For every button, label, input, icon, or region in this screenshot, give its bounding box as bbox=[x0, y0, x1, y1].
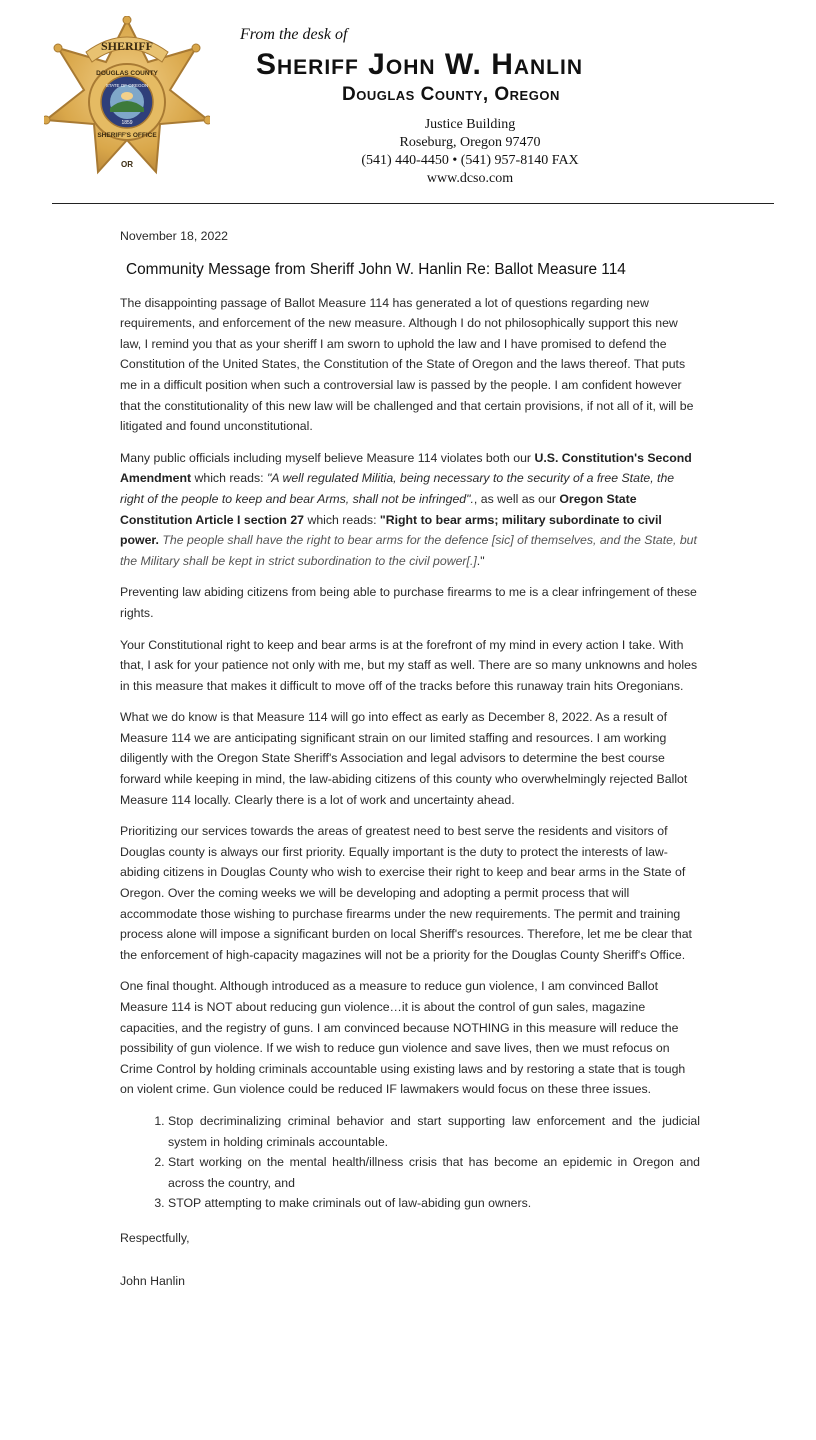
p2-text-a: Many public officials including myself believe Measure 114 violates both our bbox=[120, 450, 535, 465]
header-divider bbox=[52, 203, 774, 204]
signer-name: John Hanlin bbox=[120, 1273, 185, 1288]
website-link[interactable]: www.dcso.com bbox=[426, 171, 514, 186]
sheriff-name-heading: Sheriff John W. Hanlin bbox=[256, 48, 584, 81]
paragraph-2 bbox=[120, 448, 700, 572]
p2-oregon-quote: The people shall have the right to bear arms for the defence [sic] of themselves, and the State, but the Military shall be kept in strict subordination to the civil power[.] bbox=[120, 533, 697, 568]
letterhead bbox=[0, 0, 816, 200]
address-building: Justice Building bbox=[424, 117, 516, 132]
p2-oregon-constitution: Oregon State Constitution Article I section 27 bbox=[120, 491, 637, 527]
paragraph-7: One final thought. Although introduced as a measure to reduce gun violence, I am convinced Ballot Measure 114 is NOT about reducing gun violence…it is about the control of gun sales, magazine capacities, and the registry of guns. I am convinced because NOTHING in this measure will reduce the possibility of gun violence. If we wish to reduce gun violence and save lives, then we must refocus on Crime Control by holding criminals accountable using existing laws and by restoring a state that is tough on violent crime. Gun violence could be reduced IF lawmakers would focus on these three issues. bbox=[120, 979, 686, 1097]
issues-list bbox=[120, 1111, 700, 1214]
p2-text-c: which reads: bbox=[191, 471, 267, 486]
sheriff-badge-logo bbox=[44, 16, 210, 184]
letter-title: Community Message from Sheriff John W. Hanlin Re: Ballot Measure 114 bbox=[126, 260, 626, 278]
p2-text-g: which reads: bbox=[304, 512, 380, 527]
badge-center-text: STATE OF OREGON bbox=[105, 83, 149, 88]
letter-body bbox=[120, 226, 700, 1302]
paragraph-6: Prioritizing our services towards the areas of greatest need to best serve the residents and visitors of Douglas county is always our first priority. Equally important is the duty to protect the interests of law-abiding citizens in Douglas County who wish to exercise their right to keep and bear arms in the State of Oregon. Over the coming weeks we will be developing and adopting a permit process that will accommodate those wishing to purchase firearms under the new requirements. The permit and training process alone will impose a significant burden on local Sheriff's resources. Therefore, let me be clear that the enforcement of high-capacity magazines will not be a priority for the Douglas County Sheriff's Office. bbox=[120, 824, 692, 962]
p2-second-amendment-quote: "A well regulated Militia, being necessary to the security of a free State, the right of the people to keep and bear Arms, shall not be infringed". bbox=[120, 471, 675, 506]
letter-date: November 18, 2022 bbox=[120, 229, 229, 243]
list-item: 2. Start working on the mental health/illness crisis that has become an epidemic in Oregon and across the country, and bbox=[168, 1152, 700, 1193]
paragraph-4: Your Constitutional right to keep and bear arms is at the forefront of my mind in every action I take. With that, I ask for your patience not only with me, but my staff as well. There are so many unknowns and holes in this measure that makes it difficult to move off of the tracks before this runaway train hits Oregonians. bbox=[120, 637, 698, 693]
county-heading: Douglas County, Oregon bbox=[342, 84, 560, 105]
badge-ring-text: DOUGLAS COUNTY bbox=[96, 70, 158, 77]
address-city: Roseburg, Oregon 97470 bbox=[399, 135, 541, 150]
badge-top-text: SHERIFF bbox=[100, 39, 154, 53]
badge-year: 1859 bbox=[121, 120, 133, 126]
p2-text-e: , as well as our bbox=[473, 491, 560, 506]
p2-text-j: ." bbox=[476, 553, 485, 568]
p2-us-constitution: U.S. Constitution's Second Amendment bbox=[120, 450, 692, 486]
closing: Respectfully, bbox=[120, 1230, 190, 1245]
p2-right-to-bear-arms: "Right to bear arms; military subordinate to civil power. bbox=[120, 512, 662, 548]
badge-bottom-tab: OR bbox=[121, 160, 133, 169]
badge-lower-text: SHERIFF'S OFFICE bbox=[97, 132, 157, 139]
phone-fax: (541) 440-4450 • (541) 957-8140 FAX bbox=[361, 153, 579, 168]
list-item: 3. STOP attempting to make criminals out of law-abiding gun owners. bbox=[168, 1193, 700, 1214]
paragraph-3: Preventing law abiding citizens from being able to purchase firearms to me is a clear infringement of these rights. bbox=[120, 585, 697, 620]
paragraph-1: The disappointing passage of Ballot Measure 114 has generated a lot of questions regarding new requirements, and enforcement of the new measure. Although I do not philosophically support this new law, I remind you that as your sheriff I am sworn to uphold the law and I have promised to defend the Constitution of the United States, the Constitution of the State of Oregon and the laws thereof. That puts me in a difficult position when such a controversial law is passed by the people. I am confident however that the constitutionality of this new law will be challenged and that certain provisions, if not all of it, will be litigated and found unconstitutional. bbox=[120, 295, 694, 434]
list-item: 1. Stop decriminalizing criminal behavior and start supporting law enforcement and the judicial system in holding criminals accountable. bbox=[168, 1111, 700, 1152]
from-desk-label: From the desk of bbox=[240, 26, 348, 43]
paragraph-5: What we do know is that Measure 114 will go into effect as early as December 8, 2022. As a result of Measure 114 we are anticipating significant strain on our limited staffing and resources. I am working diligently with the Oregon State Sheriff's Association and legal advisors to determine the best course forward while keeping in mind, the law-abiding citizens of this county who overwhelmingly rejected Ballot Measure 114 locally. Clearly there is a lot of work and uncertainty ahead. bbox=[120, 710, 688, 807]
